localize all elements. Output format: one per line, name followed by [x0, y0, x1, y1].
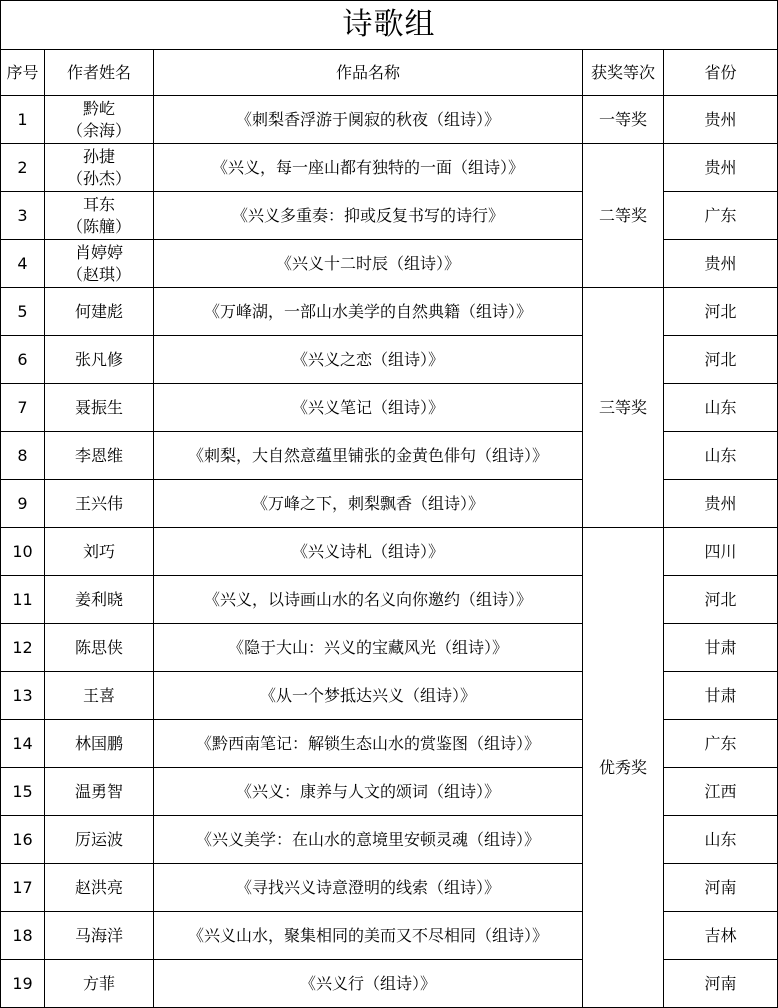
- work-title: 《兴义十二时辰（组诗）》: [154, 240, 583, 288]
- work-title: 《万峰之下，刺梨飘香（组诗）》: [154, 480, 583, 528]
- author-name-cell: [45, 720, 154, 768]
- author-pen-name: 王喜: [82, 685, 115, 705]
- work-title: 《黔西南笔记：解锁生态山水的赏鉴图（组诗）》: [154, 720, 583, 768]
- province: 山东: [664, 432, 778, 480]
- author-pen-name: 陈思侠: [74, 637, 123, 657]
- row-number: 7: [1, 384, 45, 432]
- table-row: [1, 288, 778, 336]
- row-number: 16: [1, 816, 45, 864]
- row-number: 18: [1, 912, 45, 960]
- work-title: 《隐于大山：兴义的宝藏风光（组诗）》: [154, 624, 583, 672]
- header-award: 获奖等次: [583, 50, 664, 96]
- author-name-cell: [45, 624, 154, 672]
- work-title: 《兴义诗札（组诗）》: [154, 528, 583, 576]
- author-name-cell: [45, 192, 154, 240]
- row-number: 15: [1, 768, 45, 816]
- province: 河南: [664, 960, 778, 1008]
- row-number: 17: [1, 864, 45, 912]
- author-name-cell: [45, 144, 154, 192]
- table-row: [1, 96, 778, 144]
- author-name-cell: [45, 576, 154, 624]
- author-name-cell: [45, 384, 154, 432]
- author-name-cell: [45, 288, 154, 336]
- author-name-cell: [45, 912, 154, 960]
- province: 山东: [664, 384, 778, 432]
- work-title: 《兴义山水，聚集相同的美而又不尽相同（组诗）》: [154, 912, 583, 960]
- author-pen-name: 温勇智: [74, 781, 123, 801]
- work-title: 《兴义，每一座山都有独特的一面（组诗）》: [154, 144, 583, 192]
- award-level-third: 三等奖: [583, 288, 664, 528]
- author-name-cell: [45, 672, 154, 720]
- province: 河北: [664, 336, 778, 384]
- author-name-cell: [45, 96, 154, 144]
- work-title: 《兴义美学：在山水的意境里安顿灵魂（组诗）》: [154, 816, 583, 864]
- province: 贵州: [664, 240, 778, 288]
- province: 山东: [664, 816, 778, 864]
- row-number: 19: [1, 960, 45, 1008]
- author-name-cell: [45, 432, 154, 480]
- province: 甘肃: [664, 624, 778, 672]
- header-province: 省份: [664, 50, 778, 96]
- header-row: [1, 50, 778, 96]
- author-pen-name: 林国鹏: [74, 733, 123, 753]
- work-title: 《兴义多重奏：抑或反复书写的诗行》: [154, 192, 583, 240]
- header-work: 作品名称: [154, 50, 583, 96]
- award-level-excellent: 优秀奖: [583, 528, 664, 1008]
- province: 甘肃: [664, 672, 778, 720]
- author-pen-name: 孙捷: [82, 146, 115, 166]
- table-row: [1, 144, 778, 192]
- row-number: 4: [1, 240, 45, 288]
- author-pen-name: 马海洋: [74, 925, 123, 945]
- row-number: 11: [1, 576, 45, 624]
- author-real-name: （赵琪）: [66, 264, 131, 284]
- work-title: 《寻找兴义诗意澄明的线索（组诗）》: [154, 864, 583, 912]
- work-title: 《万峰湖，一部山水美学的自然典籍（组诗）》: [154, 288, 583, 336]
- row-number: 13: [1, 672, 45, 720]
- author-name-cell: [45, 816, 154, 864]
- work-title: 《兴义之恋（组诗）》: [154, 336, 583, 384]
- row-number: 10: [1, 528, 45, 576]
- author-name-cell: [45, 240, 154, 288]
- work-title: 《刺梨香浮游于阒寂的秋夜（组诗）》: [154, 96, 583, 144]
- author-pen-name: 方菲: [82, 973, 115, 993]
- table-title: 诗歌组: [1, 1, 778, 50]
- author-pen-name: 何建彪: [74, 301, 123, 321]
- author-name-cell: [45, 336, 154, 384]
- author-pen-name: 刘巧: [82, 541, 115, 561]
- author-real-name: （余海）: [66, 120, 131, 140]
- row-number: 3: [1, 192, 45, 240]
- row-number: 9: [1, 480, 45, 528]
- row-number: 2: [1, 144, 45, 192]
- header-no: 序号: [1, 50, 45, 96]
- author-real-name: （孙杰）: [66, 168, 131, 188]
- award-level-first: 一等奖: [583, 96, 664, 144]
- table-row: [1, 528, 778, 576]
- province: 河北: [664, 576, 778, 624]
- author-name-cell: [45, 864, 154, 912]
- province: 贵州: [664, 144, 778, 192]
- author-real-name: （陈艟）: [66, 216, 131, 236]
- row-number: 8: [1, 432, 45, 480]
- province: 贵州: [664, 480, 778, 528]
- province: 广东: [664, 192, 778, 240]
- author-pen-name: 厉运波: [74, 829, 123, 849]
- author-pen-name: 肖婷婷: [74, 242, 123, 262]
- province: 广东: [664, 720, 778, 768]
- province: 贵州: [664, 96, 778, 144]
- author-pen-name: 王兴伟: [74, 493, 123, 513]
- row-number: 14: [1, 720, 45, 768]
- row-number: 1: [1, 96, 45, 144]
- work-title: 《刺梨，大自然意蕴里铺张的金黄色俳句（组诗）》: [154, 432, 583, 480]
- row-number: 5: [1, 288, 45, 336]
- province: 吉林: [664, 912, 778, 960]
- province: 河北: [664, 288, 778, 336]
- row-number: 12: [1, 624, 45, 672]
- author-pen-name: 耳东: [82, 194, 115, 214]
- author-pen-name: 黔屹: [82, 98, 115, 118]
- author-pen-name: 张凡修: [74, 349, 123, 369]
- row-number: 6: [1, 336, 45, 384]
- work-title: 《从一个梦抵达兴义（组诗）》: [154, 672, 583, 720]
- author-name-cell: [45, 528, 154, 576]
- author-pen-name: 聂振生: [74, 397, 123, 417]
- author-pen-name: 赵洪亮: [74, 877, 123, 897]
- award-level-second: 二等奖: [583, 144, 664, 288]
- province: 河南: [664, 864, 778, 912]
- author-pen-name: 姜利晓: [74, 589, 123, 609]
- work-title: 《兴义笔记（组诗）》: [154, 384, 583, 432]
- author-pen-name: 李恩维: [74, 445, 123, 465]
- author-name-cell: [45, 960, 154, 1008]
- work-title: 《兴义：康养与人文的颂词（组诗）》: [154, 768, 583, 816]
- header-author: 作者姓名: [45, 50, 154, 96]
- work-title: 《兴义，以诗画山水的名义向你邀约（组诗）》: [154, 576, 583, 624]
- work-title: 《兴义行（组诗）》: [154, 960, 583, 1008]
- author-name-cell: [45, 480, 154, 528]
- province: 江西: [664, 768, 778, 816]
- province: 四川: [664, 528, 778, 576]
- author-name-cell: [45, 768, 154, 816]
